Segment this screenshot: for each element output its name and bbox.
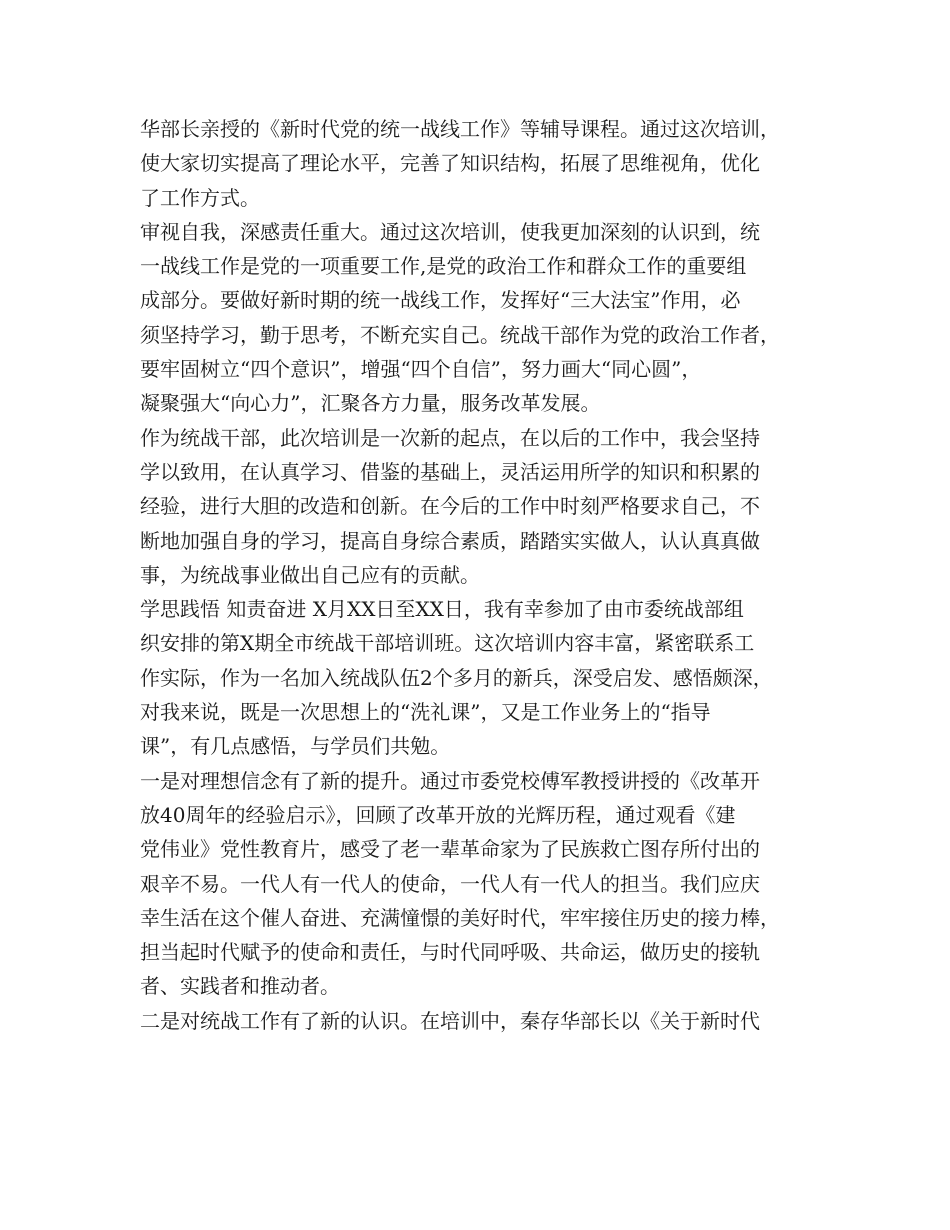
text-line: 使大家切实提高了理论水平，完善了知识结构，拓展了思维视角，优化 xyxy=(140,151,760,176)
text-line: 艰辛不易。一代人有一代人的使命，一代人有一代人的担当。我们应庆 xyxy=(140,871,760,896)
text-line: 放40周年的经验启示》，回顾了改革开放的光辉历程，通过观看《建 xyxy=(140,802,736,827)
paragraph-training-summary xyxy=(140,112,820,215)
text-line: 对我来说，既是一次思想上的“洗礼课”，又是工作业务上的“指导 xyxy=(140,700,711,725)
text-line: 审视自我，深感责任重大。通过这次培训，使我更加深刻的认识到，统 xyxy=(140,219,760,244)
text-line: 担当起时代赋予的使命和责任，与时代同呼吸、共命运，做历史的接轨 xyxy=(140,940,760,965)
text-line: 课”，有几点感悟，与学员们共勉。 xyxy=(140,734,451,759)
document-page xyxy=(140,112,820,1038)
text-line: 者、实践者和推动者。 xyxy=(140,974,340,999)
paragraph-ideals-and-beliefs xyxy=(140,764,820,1004)
text-line: 了工作方式。 xyxy=(140,185,260,210)
text-line: 作实际，作为一名加入统战队伍2个多月的新兵，深受启发、感悟颇深， xyxy=(140,665,773,690)
text-line: 学思践悟 知责奋进 X月XX日至XX日，我有幸参加了由市委统战部组 xyxy=(140,597,744,622)
text-line: 要牢固树立“四个意识”，增强“四个自信”，努力画大“同心圆”， xyxy=(140,357,702,382)
text-line: 一战线工作是党的一项重要工作,是党的政治工作和群众工作的重要组 xyxy=(140,254,747,279)
text-line: 学以致用，在认真学习、借鉴的基础上，灵活运用所学的知识和积累的 xyxy=(140,459,760,484)
text-line: 成部分。要做好新时期的统一战线工作，发挥好“三大法宝”作用，必 xyxy=(140,288,741,313)
paragraph-new-starting-point xyxy=(140,421,820,592)
text-line: 须坚持学习，勤于思考，不断充实自己。统战干部作为党的政治工作者， xyxy=(140,322,780,347)
text-line: 断地加强自身的学习，提高自身综合素质，踏踏实实做人，认认真真做 xyxy=(140,528,760,553)
paragraph-united-front-work xyxy=(140,1004,820,1038)
text-line: 二是对统战工作有了新的认识。在培训中，秦存华部长以《关于新时代 xyxy=(140,1008,760,1033)
text-line: 作为统战干部，此次培训是一次新的起点，在以后的工作中，我会坚持 xyxy=(140,425,760,450)
text-line: 一是对理想信念有了新的提升。通过市委党校傅军教授讲授的《改革开 xyxy=(140,768,760,793)
text-line: 党伟业》党性教育片，感受了老一辈革命家为了民族救亡图存所付出的 xyxy=(140,837,760,862)
text-line: 幸生活在这个催人奋进、充满憧憬的美好时代，牢牢接住历史的接力棒， xyxy=(140,905,780,930)
paragraph-learn-and-practice xyxy=(140,592,820,763)
text-line: 经验，进行大胆的改造和创新。在今后的工作中时刻严格要求自己，不 xyxy=(140,494,760,519)
text-line: 华部长亲授的《新时代党的统一战线工作》等辅导课程。通过这次培训， xyxy=(140,117,780,141)
text-line: 事，为统战事业做出自己应有的贡献。 xyxy=(140,562,480,587)
text-line: 凝聚强大“向心力”，汇聚各方力量，服务改革发展。 xyxy=(140,391,601,416)
text-line: 织安排的第X期全市统战干部培训班。这次培训内容丰富，紧密联系工 xyxy=(140,631,755,656)
paragraph-self-reflection xyxy=(140,215,820,421)
